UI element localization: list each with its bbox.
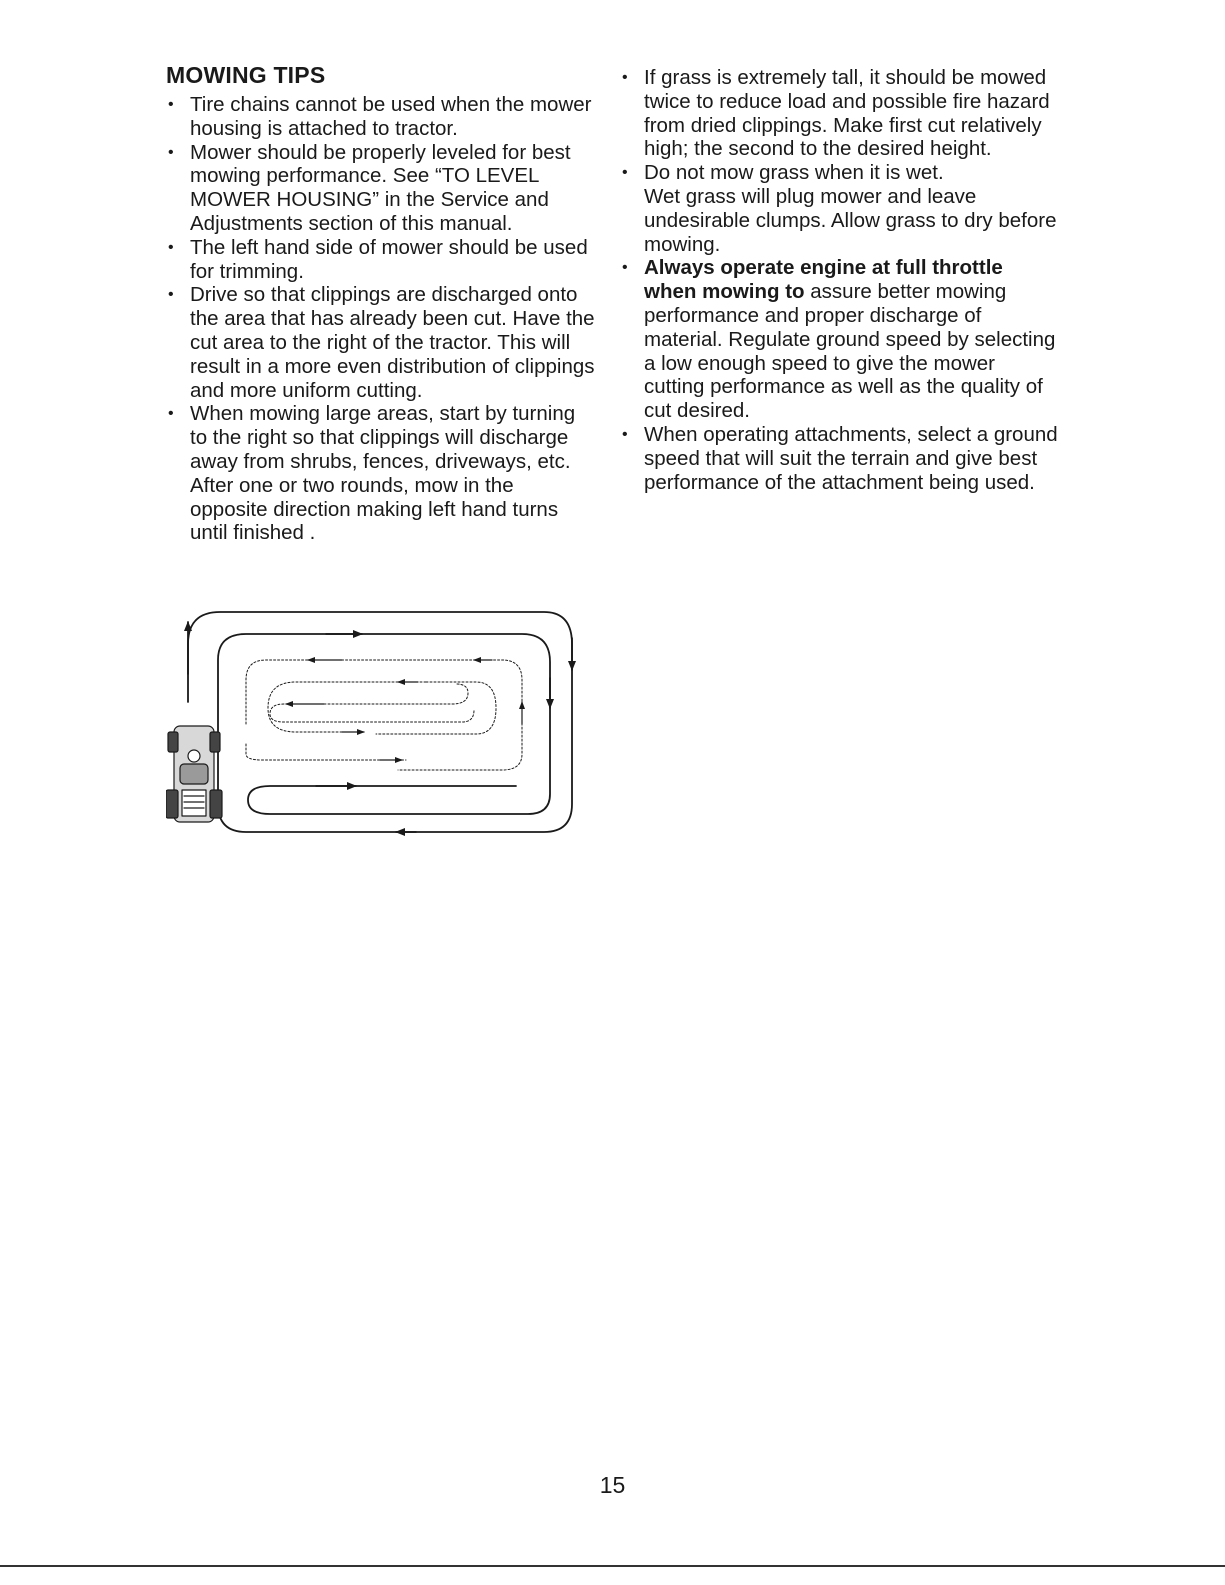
list-item: • The left hand side of mower should be used for trimming.: [166, 236, 596, 284]
tips-list-left: [166, 93, 596, 545]
right-column: [620, 66, 1060, 494]
tips-list-right: [620, 66, 1060, 494]
bottom-rule: [0, 1565, 1225, 1567]
list-item: • Drive so that clippings are discharged onto the area that has already been cut. Have the cut area to the right of the tractor. This will result in a more even distribution of clippings and more uniform cutting.: [166, 283, 596, 402]
throttle-emphasis: Always operate engine at full throttle when mowing to: [644, 256, 1003, 304]
wet-grass-title: Do not mow grass when it is wet.: [644, 161, 944, 185]
list-item: • Mower should be properly leveled for best mowing performance. See “TO LEVEL MOWER HOUSING” in the Service and Adjustments section of this manual.: [166, 141, 596, 236]
wet-grass-text: Wet grass will plug mower and leave undesirable clumps. Allow grass to dry before mowing.: [644, 184, 1057, 256]
mowing-pattern-diagram: [166, 604, 586, 844]
mowing-pattern-icon: [166, 604, 586, 844]
list-item: [620, 161, 1060, 256]
list-item: [620, 256, 1060, 423]
list-item: • If grass is extremely tall, it should be mowed twice to reduce load and possible fire hazard from dried clippings. Make first cut relatively high; the second to the desired height.: [620, 66, 1060, 161]
section-heading: MOWING TIPS: [166, 62, 326, 88]
list-item: • When operating attachments, select a ground speed that will suit the terrain and give best performance of the attachment being used.: [620, 423, 1060, 494]
list-item: • When mowing large areas, start by turning to the right so that clippings will discharge away from shrubs, fences, driveways, etc. After one or two rounds, mow in the opposite direction making left hand turns until finished .: [166, 402, 596, 545]
list-item: • Tire chains cannot be used when the mower housing is attached to tractor.: [166, 93, 596, 141]
tractor-icon: [166, 726, 222, 822]
page-number: 15: [599, 1472, 626, 1498]
throttle-text: assure better mowing performance and proper discharge of material. Regulate ground speed by selecting a low enough speed to give the mower cutting performance as well as the quality of cut desired.: [644, 280, 1056, 423]
left-column: [166, 62, 596, 545]
